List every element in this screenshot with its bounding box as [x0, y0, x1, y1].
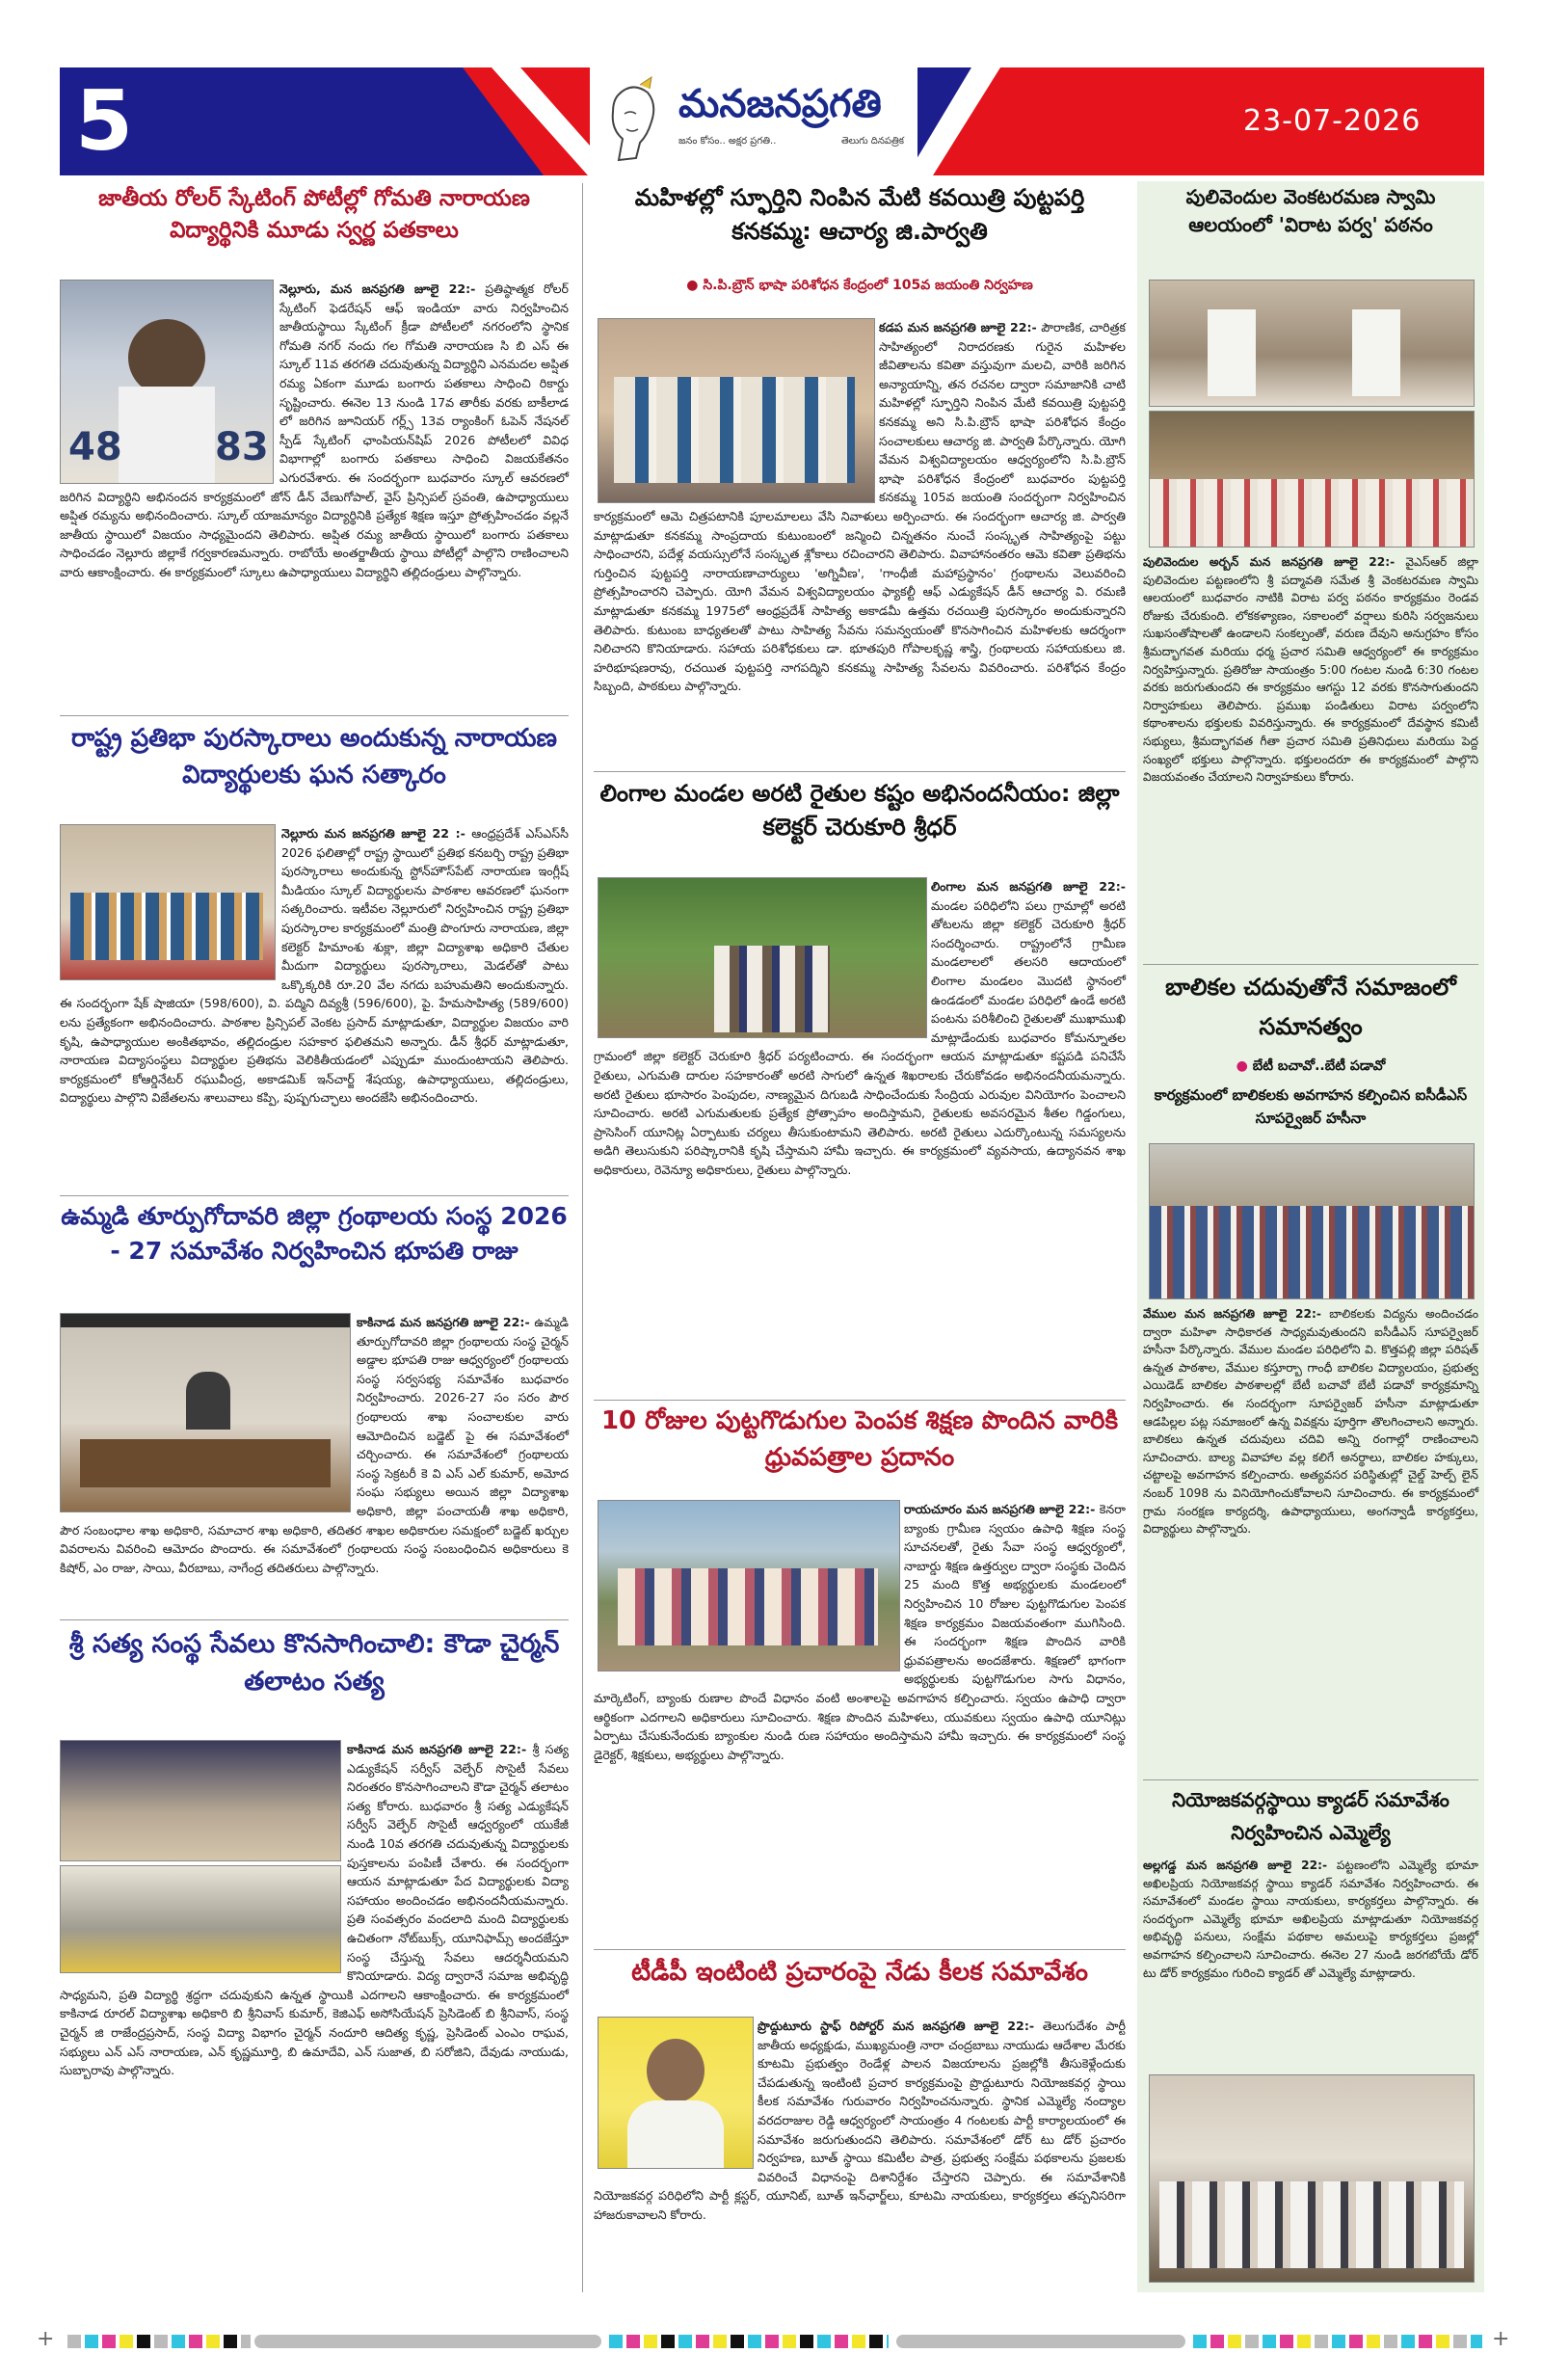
puttagodugulu-text: కెనరా బ్యాంకు గ్రామీణ స్వయం ఉపాధి శిక్షణ సంస్థ సూచనలతో, రైతు సేవా సంస్థ ఆధ్వర్యంలో, నాబార్డు శిక్షణ ఉత్తర్వుల ద్వారా సంస్థకు చెందిన 25 మంది కొత్త అభ్యర్థులకు మండలంలో నిర్వహించిన 10 రోజుల పుట్టగొడుగుల పెంపక శిక్షణ కార్యక్రమం విజయవంతంగా ముగిసింది. ఈ సందర్భంగా శిక్షణ పొందిన వారికి ధ్రువపత్రాలను అందజేశారు. శిక్షణలో భాగంగా అభ్యర్థులకు పుట్టగొడుగుల సాగు విధానం, మార్కెటింగ్, బ్యాంకు రుణాల పొందే విధానం వంటి అంశాలపై అవగాహన కల్పించారు. స్వయం ఉపాధి ద్వారా ఆర్థికంగా ఎదగాలని అధికారులు సూచించారు. శిక్షణ పొందిన మహిళలు, యువకులు స్వయం ఉపాధి యూనిట్లు ఏర్పాటు చేసుకునేందుకు బ్యాంకుల నుండి రుణ సహాయం అందిస్తామని హామీ ఇచ్చారు. ఈ కార్యక్రమంలో సంస్థ డైరెక్టర్, శిక్షకులు, అభ్యర్థులు పాల్గొన్నారు.: [594, 1502, 1126, 1762]
registration-mark-icon: +: [1492, 2327, 1510, 2351]
skating-headline: జాతీయ రోలర్ స్కేటింగ్ పోటీల్లో గోమతి నారాయణ విద్యార్థినికి మూడు స్వర్ణ పతకాలు: [98, 186, 530, 244]
library-body: [60, 1313, 569, 1577]
puttagodugulu-headline: 10 రోజుల పుట్టగొడుగుల పెంపక శిక్షణ పొందిన వారికి ధ్రువపత్రాల ప్రదానం: [600, 1406, 1119, 1472]
tdp-text: తెలుగుదేశం పార్టీ జాతీయ అధ్యక్షుడు, ముఖ్యమంత్రి నారా చంద్రబాబు నాయుడు ఆదేశాల మేరకు కూటమి ప్రభుత్వం రెండేళ్ల పాలన విజయాలను ప్రజల్లోకి తీసుకెళ్లేందుకు చేపడుతున్న ఇంటింటి ప్రచార కార్యక్రమంపై ప్రొద్దుటూరు నియోజకవర్గ స్థాయి కీలక సమావేశం గురువారం నిర్వహించనున్నారు. స్థానిక ఎమ్మెల్యే నంద్యాల వరదరాజుల రెడ్డి ఆధ్వర్యంలో సాయంత్రం 4 గంటలకు పార్టీ కార్యాలయంలో ఈ సమావేశం జరుగుతుందని తెలిపారు. సమావేశంలో డోర్ టు డోర్ ప్రచారం నిర్వహణ, బూత్ స్థాయి కమిటీల పాత్ర, ప్రభుత్వ సంక్షేమ పథకాలను ప్రజలకు వివరించే విధానంపై దిశానిర్దేశం చేస్తారని చెప్పారు. ఈ సమావేశానికి నియోజకవర్గ పరిధిలోని పార్టీ క్లస్టర్, యూనిట్, బూత్ ఇన్‌ఛార్జ్‌లు, కూటమి నాయకులు, కార్యకర్తలు తప్పనిసరిగా హాజరుకావాలని కోరారు.: [594, 2019, 1126, 2222]
page-number: 5: [60, 67, 148, 175]
divider: [594, 1949, 1126, 1950]
satya-text: శ్రీ సత్య ఎడ్యుకేషన్ సర్వీస్ వెల్ఫేర్ సొసైటీ సేవలు నిరంతరం కొనసాగించాలని కౌడా చైర్మన్ తలాటం సత్య కోరారు. బుధవారం శ్రీ సత్య ఎడ్యుకేషన్ సర్వీస్ వెల్ఫేర్ సొసైటీ ఆధ్వర్యంలో యుకేజీ నుండి 10వ తరగతి చదువుతున్న విద్యార్థులకు పుస్తకాలను పంపిణీ చేశారు. ఈ సందర్భంగా ఆయన మాట్లాడుతూ పేద విద్యార్థులకు విద్యా సహాయం అందించడం అభినందనీయమన్నారు. ప్రతి సంవత్సరం వందలాది మంది విద్యార్థులకు ఉచితంగా నోట్‌బుక్స్, యూనిఫామ్స్ అందజేస్తూ సంస్థ చేస్తున్న సేవలు ఆదర్శనీయమని కొనియాడారు. విద్య ద్వారానే సమాజ అభివృద్ధి సాధ్యమని, ప్రతి విద్యార్థి శ్రద్ధగా చదువుకుని ఉన్నత స్థాయికి ఎదగాలని ఆకాంక్షించారు. ఈ కార్యక్రమంలో కాకినాడ రూరల్ విద్యాశాఖ అధికారి బి శ్రీనివాస్ కుమార్, కెజిఎఫ్ అసోసియేషన్ ప్రెసిడెంట్ బి శ్రీనివాస్, సంస్థ చైర్మన్ జి రాజేంద్రప్రసాద్, సంస్థ విద్యా విభాగం చైర్మన్ నందూరి ఆదిత్య కృష్ణ, ప్రెసిడెంట్ ఎంఎం రాఘవ, సభ్యులు ఎన్ ఎస్ నారాయణ, ఎన్ కృష్ణమూర్తి, బి ఉమాదేవి, ఎన్ సుజాత, బి సరోజిని, దేవుడు నాయుడు, సుబ్బారావు పాల్గొన్నారు.: [60, 1742, 569, 2078]
arati-body: [594, 877, 1126, 1180]
satya-body: [60, 1740, 569, 2080]
tdp-dateline: ప్రొద్దుటూరు స్టాఫ్ రిపోర్టర్ మన జనప్రగతి జూలై 22:-: [758, 2019, 1035, 2033]
divider: [1143, 1779, 1478, 1780]
balika-subline-1: [1143, 1058, 1478, 1077]
pratibha-headline: రాష్ట్ర ప్రతిభా పురస్కారాలు అందుకున్న నారాయణ విద్యార్థులకు ఘన సత్కారం: [70, 724, 558, 789]
kanakamma-subline-text: సి.పి.బ్రౌన్ భాషా పరిశోధన కేంద్రంలో 105వ జయంతి నిర్వహణ: [703, 278, 1033, 293]
kanakamma-subline: [594, 278, 1126, 296]
cadre-headline: నియోజకవర్గస్థాయి క్యాడర్ సమావేశం నిర్వహించిన ఎమ్మెల్యే: [1172, 1788, 1449, 1844]
pratibha-dateline: నెల్లూరు మన జనప్రగతి జూలై 22 :-: [281, 826, 465, 841]
virata-text: వైఎస్ఆర్ జిల్లా పులివెందుల పట్టణంలోని శ్రీ పద్మావతి సమేత శ్రీ వెంకటరమణ స్వామి ఆలయంలో బుధవారం నాటికి విరాట పర్వ పఠనం కార్యక్రమం రెండవ రోజుకు చేరుకుంది. లోకకళ్యాణం, సకాలంలో వర్షాలు కురిసి సర్వజనులు సుఖసంతోషాలతో ఉండాలని సంకల్పంతో, వరుణ దేవుని అనుగ్రహం కోసం శ్రీమద్భాగవత మరియు ధర్మ ప్రచార సమితి ఆధ్వర్యంలో ఈ కార్యక్రమం నిర్వహిస్తున్నారు. ప్రతిరోజు సాయంత్రం 5:00 గంటల నుండి 6:30 గంటల వరకు జరుగుతుందని ఈ కార్యక్రమం ఆగస్టు 12 వరకు కొనసాగుతుందని నిర్వాహకులు తెలిపారు. ప్రముఖ పండితులు విరాట పర్వంలోని కథాంశాలను భక్తులకు వివరిస్తున్నారు. ఈ కార్యక్రమంలో దేవస్థాన కమిటీ సభ్యులు, శ్రీమద్భాగవత గీతా ప్రచార సమితి ప్రతినిధులు మరియు పెద్ద సంఖ్యలో భక్తులు పాల్గొన్నారు. భక్తులందరూ ఈ కార్యక్రమంలో పాల్గొని విజయవంతం చేయాలని నిర్వాహకులు కోరారు.: [1143, 555, 1479, 785]
bullet-icon: ●: [686, 278, 704, 293]
arati-dateline: లింగాల మన జనప్రగతి జూలై 22:-: [931, 879, 1126, 894]
paper-subtitle: తెలుగు దినపత్రిక: [840, 136, 904, 147]
skating-dateline: నెల్లూరు, మన జనప్రగతి జూలై 22:-: [279, 281, 476, 296]
masthead-stripes-left: [463, 67, 598, 175]
kanakamma-text: పౌరాణిక, చారిత్రక సాహిత్యంలో నిరాదరణకు గురైన మహిళల జీవితాలను కవితా వస్తువుగా మలచి, వారికి జరిగిన అన్యాయాన్ని, తన రచనల ద్వారా సమాజానికి చాటి మహిళల్లో స్ఫూర్తిని నింపిన మేటి కవయిత్రి పుట్టపర్తి కనకమ్మ అని సి.పి.బ్రౌన్ భాషా పరిశోధన కేంద్రం సంచాలకులు ఆచార్య జి. పార్వతి పేర్కొన్నారు. యోగి వేమన విశ్వవిద్యాలయం ఆధ్వర్యంలోని సి.పి.బ్రౌన్ భాషా పరిశోధన కేంద్రంలో బుధవారం పుట్టపర్తి కనకమ్మ 105వ జయంతి సందర్భంగా నిర్వహించిన కార్యక్రమంలో ఆమె చిత్రపటానికి పూలమాలలు వేసి నివాళులు అర్పించారు. ఈ సందర్భంగా ఆచార్య జి. పార్వతి మాట్లాడుతూ కనకమ్మ సాంప్రదాయ కుటుంబంలో జన్మించి చిన్నతనం నుంచే సంస్కృత సాహిత్యంపై పట్టు సాధించారని, పదేళ్ల వయస్సులోనే సంస్కృత శ్లోకాలు రచించారని తెలిపారు. వివాహానంతరం ఆమె కవితా ప్రతిభను గుర్తించిన పుట్టపర్తి నారాయణాచార్యులు 'అగ్నివీణ', 'గాంధీజీ మహాప్రస్థానం' గ్రంథాలను వెలువరించి ప్రోత్సహించారని చెప్పారు. యోగి వేమన విశ్వవిద్యాలయం ఫ్యాకల్టీ ఆఫ్ ఎడ్యుకేషన్ డీన్ ఆచార్య వి. రమణి మాట్లాడుతూ కనకమ్మ 1975లో ఆంధ్రప్రదేశ్ సాహిత్య అకాడమీ ఉత్తమ రచయిత్రి పురస్కారం అందుకున్నారని తెలిపారు. కుటుంబ బాధ్యతలతో పాటు సాహిత్య సేవను సమన్వయంతో కొనసాగించిన మహిళలకు ఆదర్శంగా నిలిచారని కొనియాడారు. సహాయ పరిశోధకులు డా. భూతపురి గోపాలకృష్ణ శాస్త్రి, గ్రంథాలయ సహాయకులు జి. హరిభూషణరావు, రచయిత పుట్టపర్తి నాగపద్మిని కనకమ్మ సాహిత్య సేవలను వివరించారు. పరిశోధన కేంద్రం సిబ్బంది, పాఠకులు పాల్గొన్నారు.: [594, 320, 1126, 694]
divider: [1143, 964, 1478, 965]
virata-body: [1143, 553, 1478, 787]
paper-logo: [590, 67, 917, 175]
gray-bar: [896, 2335, 1185, 2348]
divider: [60, 715, 569, 716]
divider: [594, 771, 1126, 772]
virata-dateline: పులివెందుల అర్బన్ మన జనప్రగతి జూలై 22:-: [1143, 555, 1396, 569]
pratibha-text: ఆంధ్రప్రదేశ్ ఎస్ఎస్‌సీ 2026 ఫలితాల్లో రాష్ట్ర స్థాయిలో ప్రతిభ కనబర్చి రాష్ట్ర ప్రతిభా పురస్కారాలు అందుకున్న స్టోన్‌హౌస్‌పేట్ నారాయణ ఇంగ్లీష్ మీడియం స్కూల్ విద్యార్థులను పాఠశాల ఆవరణలో ఘనంగా సత్కరించారు. ఇటీవల నెల్లూరులో నిర్వహించిన రాష్ట్ర ప్రతిభా పురస్కారాల కార్యక్రమంలో మంత్రి పొంగూరు నారాయణ, జిల్లా కలెక్టర్ హిమాంశు శుక్లా, జిల్లా విద్యాశాఖ అధికారి చేతుల మీదుగా విద్యార్థులు పురస్కారాలు, మెడల్‌తో పాటు ఒక్కొక్కరికి రూ.20 వేల నగదు బహుమతిని అందుకున్నారు. ఈ సందర్భంగా షేక్ షాజియా (598/600), వి. పద్మిని దివ్యశ్రీ (596/600), పై. హేమసాహిత్య (589/600) లను ప్రత్యేకంగా అభినందించారు. పాఠశాల ప్రిన్సిపల్ వెంకట ప్రసాద్ మాట్లాడుతూ, విద్యార్థుల విజయం వారి కృషి, ఉపాధ్యాయుల అంకితభావం, తల్లిదండ్రుల సహకార ఫలితమని అన్నారు. డీన్ శ్రీధర్ మాట్లాడుతూ, నారాయణ విద్యాసంస్థలు విద్యార్థుల ప్రతిభను వెలికితీయడంలో ఎప్పుడూ ముందుంటాయని తెలిపారు. కార్యక్రమంలో కోఆర్డినేటర్ రఘువీంద్ర, అకాడమిక్ ఇన్‌చార్జ్ శేషయ్య, ఉపాధ్యాయులు, తల్లిదండ్రులు, విద్యార్థులు పాల్గొని విజేతలను శాలువాలు కప్పి, పుష్పగుచ్ఛాలు అందజేసి అభినందించారు.: [60, 826, 569, 1106]
virata-photo-2: [1149, 411, 1475, 548]
portrait-logo-icon: [598, 75, 669, 168]
balika-photo: [1149, 1143, 1475, 1299]
virata-headline: పులివెందుల వెంకటరమణ స్వామి ఆలయంలో 'విరాట పర్వ' పఠనం: [1185, 185, 1436, 236]
balika-body: [1143, 1305, 1478, 1538]
balika-subline-2: కార్యక్రమంలో బాలికలకు అవగాహన కల్పించిన ఐసీడీఎస్ సూపర్వైజర్ హసీనా: [1154, 1086, 1468, 1127]
skating-text: ప్రతిష్ఠాత్మక రోలర్ స్కేటింగ్ ఫెడరేషన్ ఆఫ్ ఇండియా వారు నిర్వహించిన జాతీయస్థాయి స్కేటింగ్ క్రీడా పోటీలలో నగరంలోని స్థానిక గోమతి నగర్ నందు గల గోమతి నారాయణ సి బి ఎస్ ఈ స్కూల్ 11వ తరగతి చదువుతున్న విద్యార్థిని ఎనమదల అప్షిత రమ్య ఏకంగా మూడు బంగారు పతకాలు సాధించి రికార్డు సృష్టించారు. ఈనెల 13 నుండి 17వ తారీకు వరకు బాకీలాడ లో జరిగిన జూనియర్ గర్ల్స్ 13వ ర్యాంకింగ్ ఓపెన్ నేషనల్ స్పీడ్ స్కేటింగ్ ఛాంపియన్‌షిప్ 2026 పోటీలలో వివిధ విభాగాల్లో బంగారు పతకాలు సాధించి విజయకేతనం ఎగురవేశారు. ఈ సందర్భంగా బుధవారం స్కూల్ ఆవరణలో జరిగిన విద్యార్థిని అభినందన కార్యక్రమంలో జోన్ డీన్ వేణుగోపాల్, వైస్ ప్రిన్సిపల్ స్రవంతి, ఉపాధ్యాయులు అప్షిత రమ్యను అభినందించారు. స్కూల్ యాజమాన్యం విద్యార్థినికి ప్రత్యేక శిక్షణ ఇస్తూ ప్రోత్సహించడం వల్లనే జాతీయ స్థాయిలో విజయం సాధ్యమైందని తెలిపారు. అప్షిత రమ్య జాతీయ స్థాయిలో బంగారు పతకాలు సాధించడం నెల్లూరు జిల్లాకే గర్వకారణమన్నారు. రాబోయే అంతర్జాతీయ స్థాయి పోటీల్లో పాల్గొని రాణించాలని వారు ఆకాంక్షించారు. ఈ కార్యక్రమంలో స్కూలు ఉపాధ్యాయులు విద్యార్థిని తల్లిదండ్రులు పాల్గొన్నారు.: [60, 281, 569, 579]
pratibha-body: [60, 824, 569, 1108]
cadre-photo: [1149, 2074, 1475, 2283]
puttagodugulu-body: [594, 1500, 1126, 1764]
cadre-dateline: అల్లగడ్డ మన జనప్రగతి జూలై 22:-: [1143, 1859, 1328, 1872]
issue-date: 23-07-2026: [1243, 104, 1422, 138]
satya-headline: శ్రీ సత్య సంస్థ సేవలు కొనసాగించాలి: కౌడా చైర్మన్ తలాటం సత్య: [68, 1629, 560, 1698]
kanakamma-headline: మహిళల్లో స్ఫూర్తిని నింపిన మేటి కవయిత్రి పుట్టపర్తి కనకమ్మ: ఆచార్య జి.పార్వతి: [634, 184, 1085, 245]
color-bar: [67, 2335, 251, 2348]
skating-body: [60, 280, 569, 582]
divider: [60, 1195, 569, 1196]
color-bar: [1193, 2335, 1482, 2348]
gray-bar: [254, 2335, 601, 2348]
kanakamma-dateline: కడప మన జనప్రగతి జూలై 22:-: [879, 320, 1037, 334]
puttagodugulu-dateline: రాయచూరం మన జనప్రగతి జూలై 22:-: [904, 1502, 1096, 1516]
balika-headline: బాలికల చదువుతోనే సమాజంలో సమానత్వం: [1165, 974, 1456, 1040]
balika-dateline: వేముల మన జనప్రగతి జూలై 22:-: [1143, 1307, 1321, 1321]
registration-mark-icon: +: [37, 2327, 55, 2351]
virata-photo-1: [1149, 280, 1475, 407]
arati-headline: లింగాల మండల అరటి రైతుల కష్టం అభినందనీయం: జిల్లా కలెక్టర్ చెరుకూరి శ్రీధర్: [599, 780, 1120, 841]
color-bar: [609, 2335, 889, 2348]
paper-tagline: జనం కోసం.. అక్షర ప్రగతి..: [678, 136, 777, 147]
balika-text: బాలికలకు విద్యను అందించడం ద్వారా మహిళా సాధికారత సాధ్యమవుతుందని ఐసీడీఎస్ సూపర్వైజర్ హసీనా పేర్కొన్నారు. వేముల మండల పరిధిలోని వి. కొత్తపల్లి జిల్లా పరిషత్ ఉన్నత పాఠశాల, వేముల కస్తూర్బా గాంధీ బాలికల విద్యాలయం, ప్రభుత్వ ఎయిడెడ్ బాలికల పాఠశాలల్లో బేటీ బచావో బేటీ పడావో కార్యక్రమాన్ని నిర్వహించారు. ఈ సందర్భంగా సూపర్వైజర్ హసీనా మాట్లాడుతూ ఆడపిల్లల పట్ల సమాజంలో ఉన్న వివక్షను పూర్తిగా తొలగించాలని అన్నారు. బాలికలు ఉన్నత చదువులు చదివి అన్ని రంగాల్లో రాణించాలని సూచించారు. బాల్య వివాహాల వల్ల కలిగే అనర్థాలు, బాలికల హక్కులు, చట్టాలపై అవగాహన కల్పించారు. అత్యవసర పరిస్థితుల్లో చైల్డ్ హెల్ప్ లైన్ నంబర్ 1098 ను వినియోగించుకోవాలని సూచించారు. ఈ కార్యక్రమంలో గ్రామ సంరక్షణ కార్యదర్శి, ఉపాధ్యాయులు, అంగన్వాడీ కార్యకర్తలు, విద్యార్థులు పాల్గొన్నారు.: [1143, 1307, 1479, 1537]
library-headline: ఉమ్మడి తూర్పుగోదావరి జిల్లా గ్రంథాలయ సంస్థ 2026 - 27 సమావేశం నిర్వహించిన భూపతి రాజు: [61, 1202, 568, 1266]
column-rule: [582, 183, 583, 2292]
library-dateline: కాకినాడ మన జనప్రగతి జూలై 22:-: [357, 1315, 530, 1329]
satya-dateline: కాకినాడ మన జనప్రగతి జూలై 22:-: [347, 1742, 527, 1756]
bullet-icon: ●: [1236, 1058, 1253, 1074]
kanakamma-body: [594, 318, 1126, 696]
divider: [594, 1400, 1126, 1401]
library-text: ఉమ్మడి తూర్పుగోదావరి జిల్లా గ్రంథాలయ సంస్థ చైర్మన్ అడ్డాల భూపతి రాజు ఆధ్వర్యంలో గ్రంథాలయ సంస్థ సర్వసభ్య సమావేశం బుధవారం నిర్వహించారు. 2026-27 సం సరం పౌర గ్రంథాలయ శాఖ సంచాలకుల వారు ఆమోదించిన బడ్జెట్ పై ఈ సమావేశంలో చర్చించారు. ఈ సమావేశంలో గ్రంథాలయ సంస్థ సెక్రటరీ కె వి ఎస్ ఎల్ కుమార్, అమోద సంఘ సభ్యులు అయిన జిల్లా విద్యాశాఖ అధికారి, జిల్లా పంచాయతీ శాఖ అధికారి, పౌర సంబంధాల శాఖ అధికారి, సమాచార శాఖ అధికారి, తదితర శాఖల అధికారుల సమక్షంలో బడ్జెట్ ఖర్చుల వివరాలను వివరించి ఆమోదం పొందారు. ఈ సమావేశంలో గ్రంథాలయ సంస్థ సంబంధించిన అధికారులు కె కిషోర్, ఎం రాజు, సాయి, వీరబాబు, నాగేంద్ర తదితరులు పాల్గొన్నారు.: [60, 1315, 569, 1575]
tdp-body: [594, 2017, 1126, 2225]
paper-name: మనజనప్రగతి: [678, 81, 882, 126]
balika-subline-1-text: బేటీ బచావో..బేటీ పడావో: [1252, 1058, 1386, 1074]
cadre-text: పట్టణంలోని ఎమ్మెల్యే భూమా అఖిలప్రియ నియోజకవర్గ స్థాయి క్యాడర్ సమావేశం నిర్వహించారు. ఈ సమావేశంలో మండల స్థాయి నాయకులు, కార్యకర్తలు పాల్గొన్నారు. ఈ సందర్భంగా ఎమ్మెల్యే భూమా అఖిలప్రియ మాట్లాడుతూ నియోజకవర్గ అభివృద్ధి పనులు, సంక్షేమ పథకాల అమలుపై కార్యకర్తలు ప్రజల్లో అవగాహన కల్పించాలని సూచించారు. ఈనెల 27 నుండి జరగబోయే డోర్ టు డోర్ కార్యక్రమం గురించి క్యాడర్ తో ఎమ్మెల్యే మాట్లాడారు.: [1143, 1859, 1478, 1980]
arati-text: మండల పరిధిలోని పలు గ్రామాల్లో అరటి తోటలను జిల్లా కలెక్టర్ చెరుకూరి శ్రీధర్ సందర్శించారు. రాష్ట్రంలోనే గ్రామీణ మండలాలలో తలసరి ఆదాయంలో లింగాల మండలం మొదటి స్థానంలో ఉండడంలో మండల పరిధిలో ఉండే అరటి పంటను పరిశీలించి రైతులతో ముఖాముఖి మాట్లాడేందుకు బుధవారం కోమన్నూతల గ్రామంలో జిల్లా కలెక్టర్ చెరుకూరి శ్రీధర్ పర్యటించారు. ఈ సందర్భంగా ఆయన మాట్లాడుతూ కష్టపడి పనిచేసే రైతులు, ఎగుమతి దారుల సహకారంతో అరటి సాగులో ఉన్నత శిఖరాలకు చేరుకోవడం అభినందనీయమన్నారు. అరటి రైతులు భూసారం పెంపుదల, నాణ్యమైన దిగుబడి సాధించేందుకు సేంద్రియ ఎరువుల వినియోగం పెంచాలని సూచించారు. అరటి ఎగుమతులకు ప్రత్యేక ప్రోత్సాహం అందిస్తామని, రైతులకు అవసరమైన శీతల గిడ్డంగులు, ప్రాసెసింగ్ యూనిట్ల ఏర్పాటుకు చర్యలు తీసుకుంటామని తెలిపారు. అరటి రైతులు ఎదుర్కొంటున్న సమస్యలను అడిగి తెలుసుకుని పరిష్కారానికి కృషి చేస్తామని హామీ ఇచ్చారు. ఈ కార్యక్రమంలో వ్యవసాయ, ఉద్యానవన శాఖ అధికారులు, రెవెన్యూ అధికారులు, రైతులు పాల్గొన్నారు.: [594, 897, 1126, 1177]
skating-photo: 48 83: [60, 280, 274, 484]
cadre-body: [1143, 1857, 1478, 1982]
tdp-headline: టీడీపీ ఇంటింటి ప్రచారంపై నేడు కీలక సమావేశం: [631, 1958, 1088, 1987]
divider: [60, 1619, 569, 1620]
masthead-stripes-right: [914, 67, 1049, 175]
